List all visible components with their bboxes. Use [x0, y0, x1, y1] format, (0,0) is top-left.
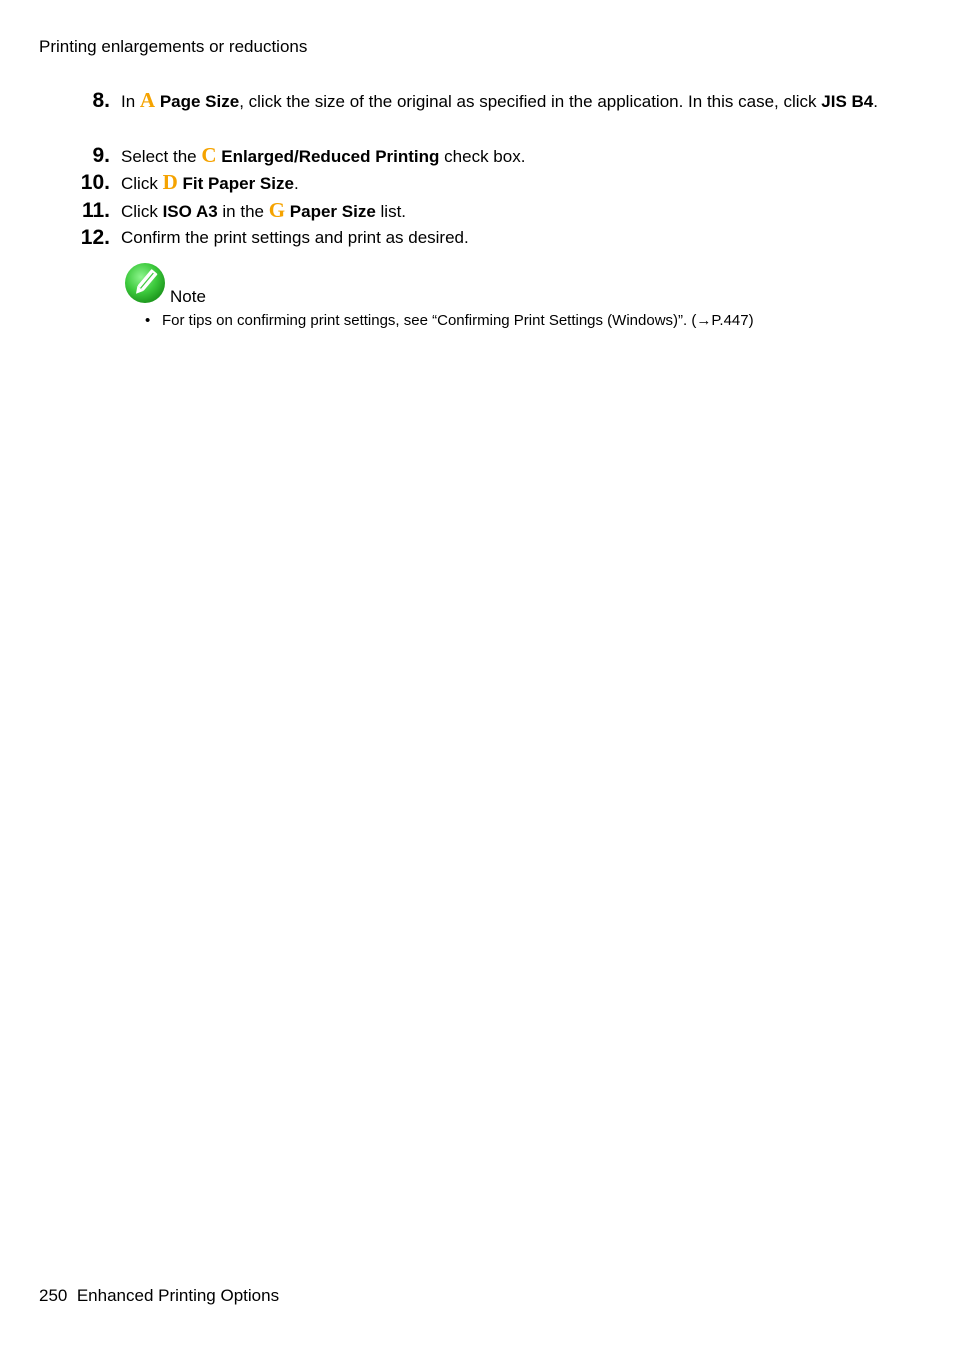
page-footer [39, 1286, 279, 1306]
step-number: 12. [80, 226, 110, 249]
ui-term-paper-size: Paper Size [289, 202, 376, 221]
bullet: • [145, 312, 151, 329]
ui-term-page-size: Page Size [159, 92, 240, 111]
step-text: Select the C Enlarged/Reduced Printing check box. [121, 143, 526, 167]
callout-letter-c: C [201, 143, 217, 167]
page-header: Printing enlargements or reductions [39, 37, 308, 56]
step-number: 9. [92, 144, 110, 167]
note-item [145, 312, 754, 329]
step-text: In A Page Size, click the size of the original as specified in the application. In this case, click JIS B4. [121, 88, 878, 112]
step-text: Click D Fit Paper Size. [121, 170, 299, 194]
step-number: 11. [81, 199, 110, 222]
callout-letter-a: A [139, 88, 156, 112]
callout-letter-d: D [162, 170, 178, 194]
footer-section: Enhanced Printing Options [76, 1286, 280, 1305]
callout-letter-g: G [268, 198, 286, 222]
ui-term-enlarged-reduced-printing: Enlarged/Reduced Printing [221, 147, 440, 166]
note-label: Note [170, 287, 206, 306]
note-text: For tips on confirming print settings, see “Confirming Print Settings (Windows)”. (→P.447) [162, 312, 754, 329]
page-number: 250 [39, 1286, 68, 1305]
note-pencil-icon [124, 262, 166, 304]
step-text: Confirm the print settings and print as desired. [121, 228, 469, 247]
step-number: 10. [80, 171, 110, 194]
step-number: 8. [92, 89, 110, 112]
ui-term-fit-paper-size: Fit Paper Size [182, 174, 294, 193]
ui-term-iso-a3: ISO A3 [162, 202, 218, 221]
ui-term-jis-b4: JIS B4 [821, 92, 874, 111]
step-text: Click ISO A3 in the G Paper Size list. [121, 198, 407, 222]
